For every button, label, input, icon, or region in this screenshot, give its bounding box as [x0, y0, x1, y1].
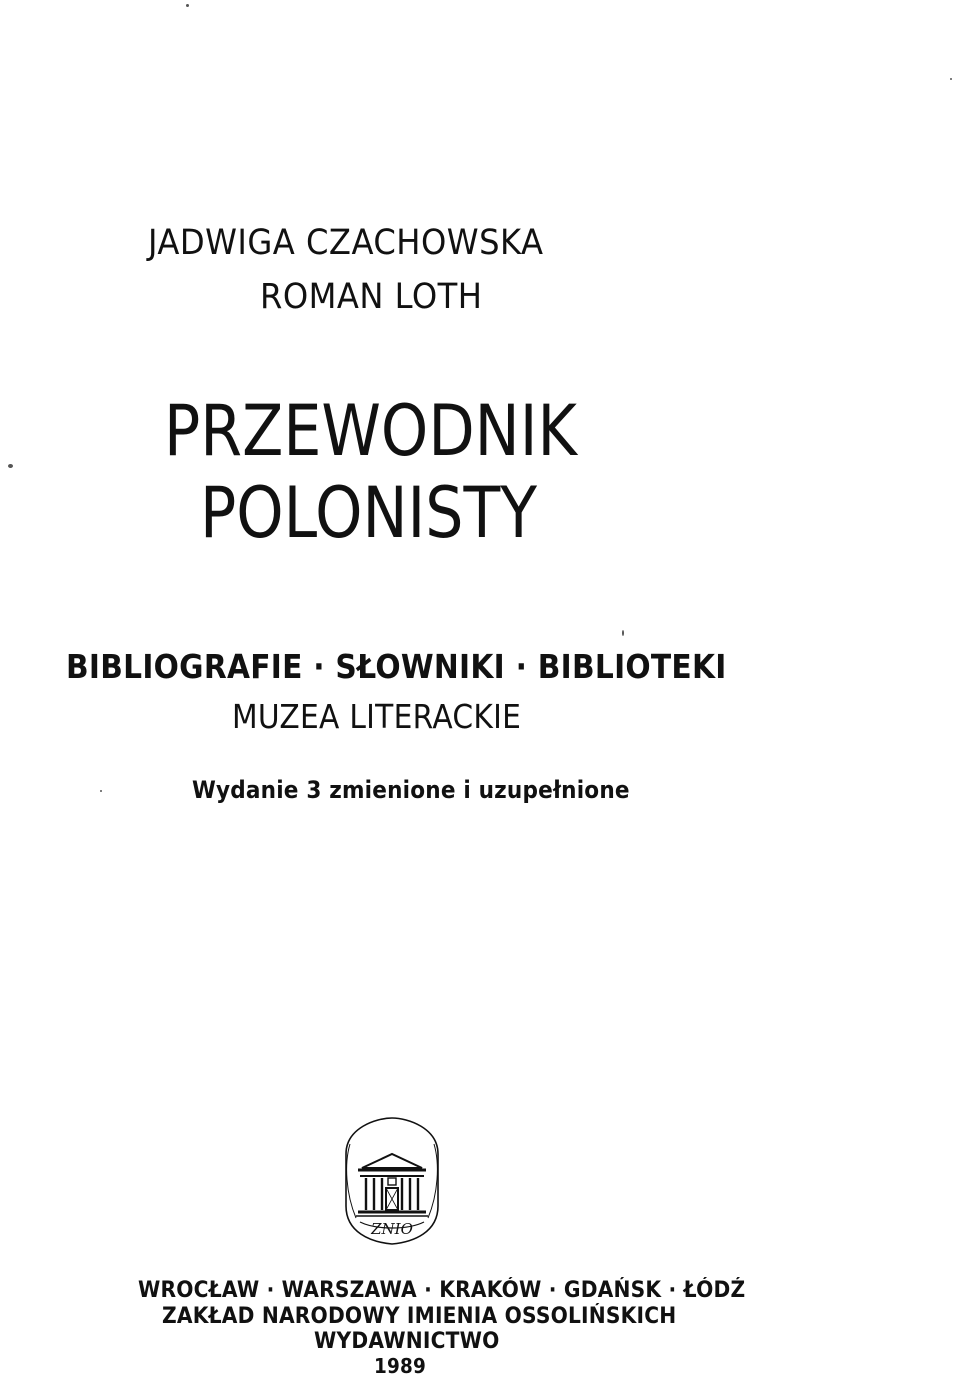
book-title-line: PRZEWODNIK	[164, 390, 577, 472]
scan-speck	[186, 4, 189, 7]
scan-speck	[622, 630, 624, 636]
edition-note: Wydanie 3 zmienione i uzupełnione	[192, 776, 630, 804]
publisher-cities: WROCŁAW · WARSZAWA · KRAKÓW · GDAŃSK · ŁÓDŹ	[138, 1278, 746, 1303]
scan-speck	[100, 790, 102, 792]
publisher-house: WYDAWNICTWO	[314, 1329, 500, 1354]
book-subtitle-line: BIBLIOGRAFIE · SŁOWNIKI · BIBLIOTEKI	[66, 647, 727, 686]
author-name: JADWIGA CZACHOWSKA	[148, 223, 544, 263]
publication-year: 1989	[374, 1354, 426, 1378]
scan-speck	[950, 78, 952, 80]
publisher-name: ZAKŁAD NARODOWY IMIENIA OSSOLIŃSKICH	[162, 1304, 677, 1329]
ossolineum-building-icon	[336, 1114, 448, 1246]
scan-speck	[8, 464, 13, 468]
book-subtitle-line: MUZEA LITERACKIE	[232, 697, 522, 736]
book-title-line: POLONISTY	[200, 472, 538, 554]
author-name: ROMAN LOTH	[260, 277, 483, 317]
logo-monogram: ZNIO	[371, 1220, 413, 1238]
